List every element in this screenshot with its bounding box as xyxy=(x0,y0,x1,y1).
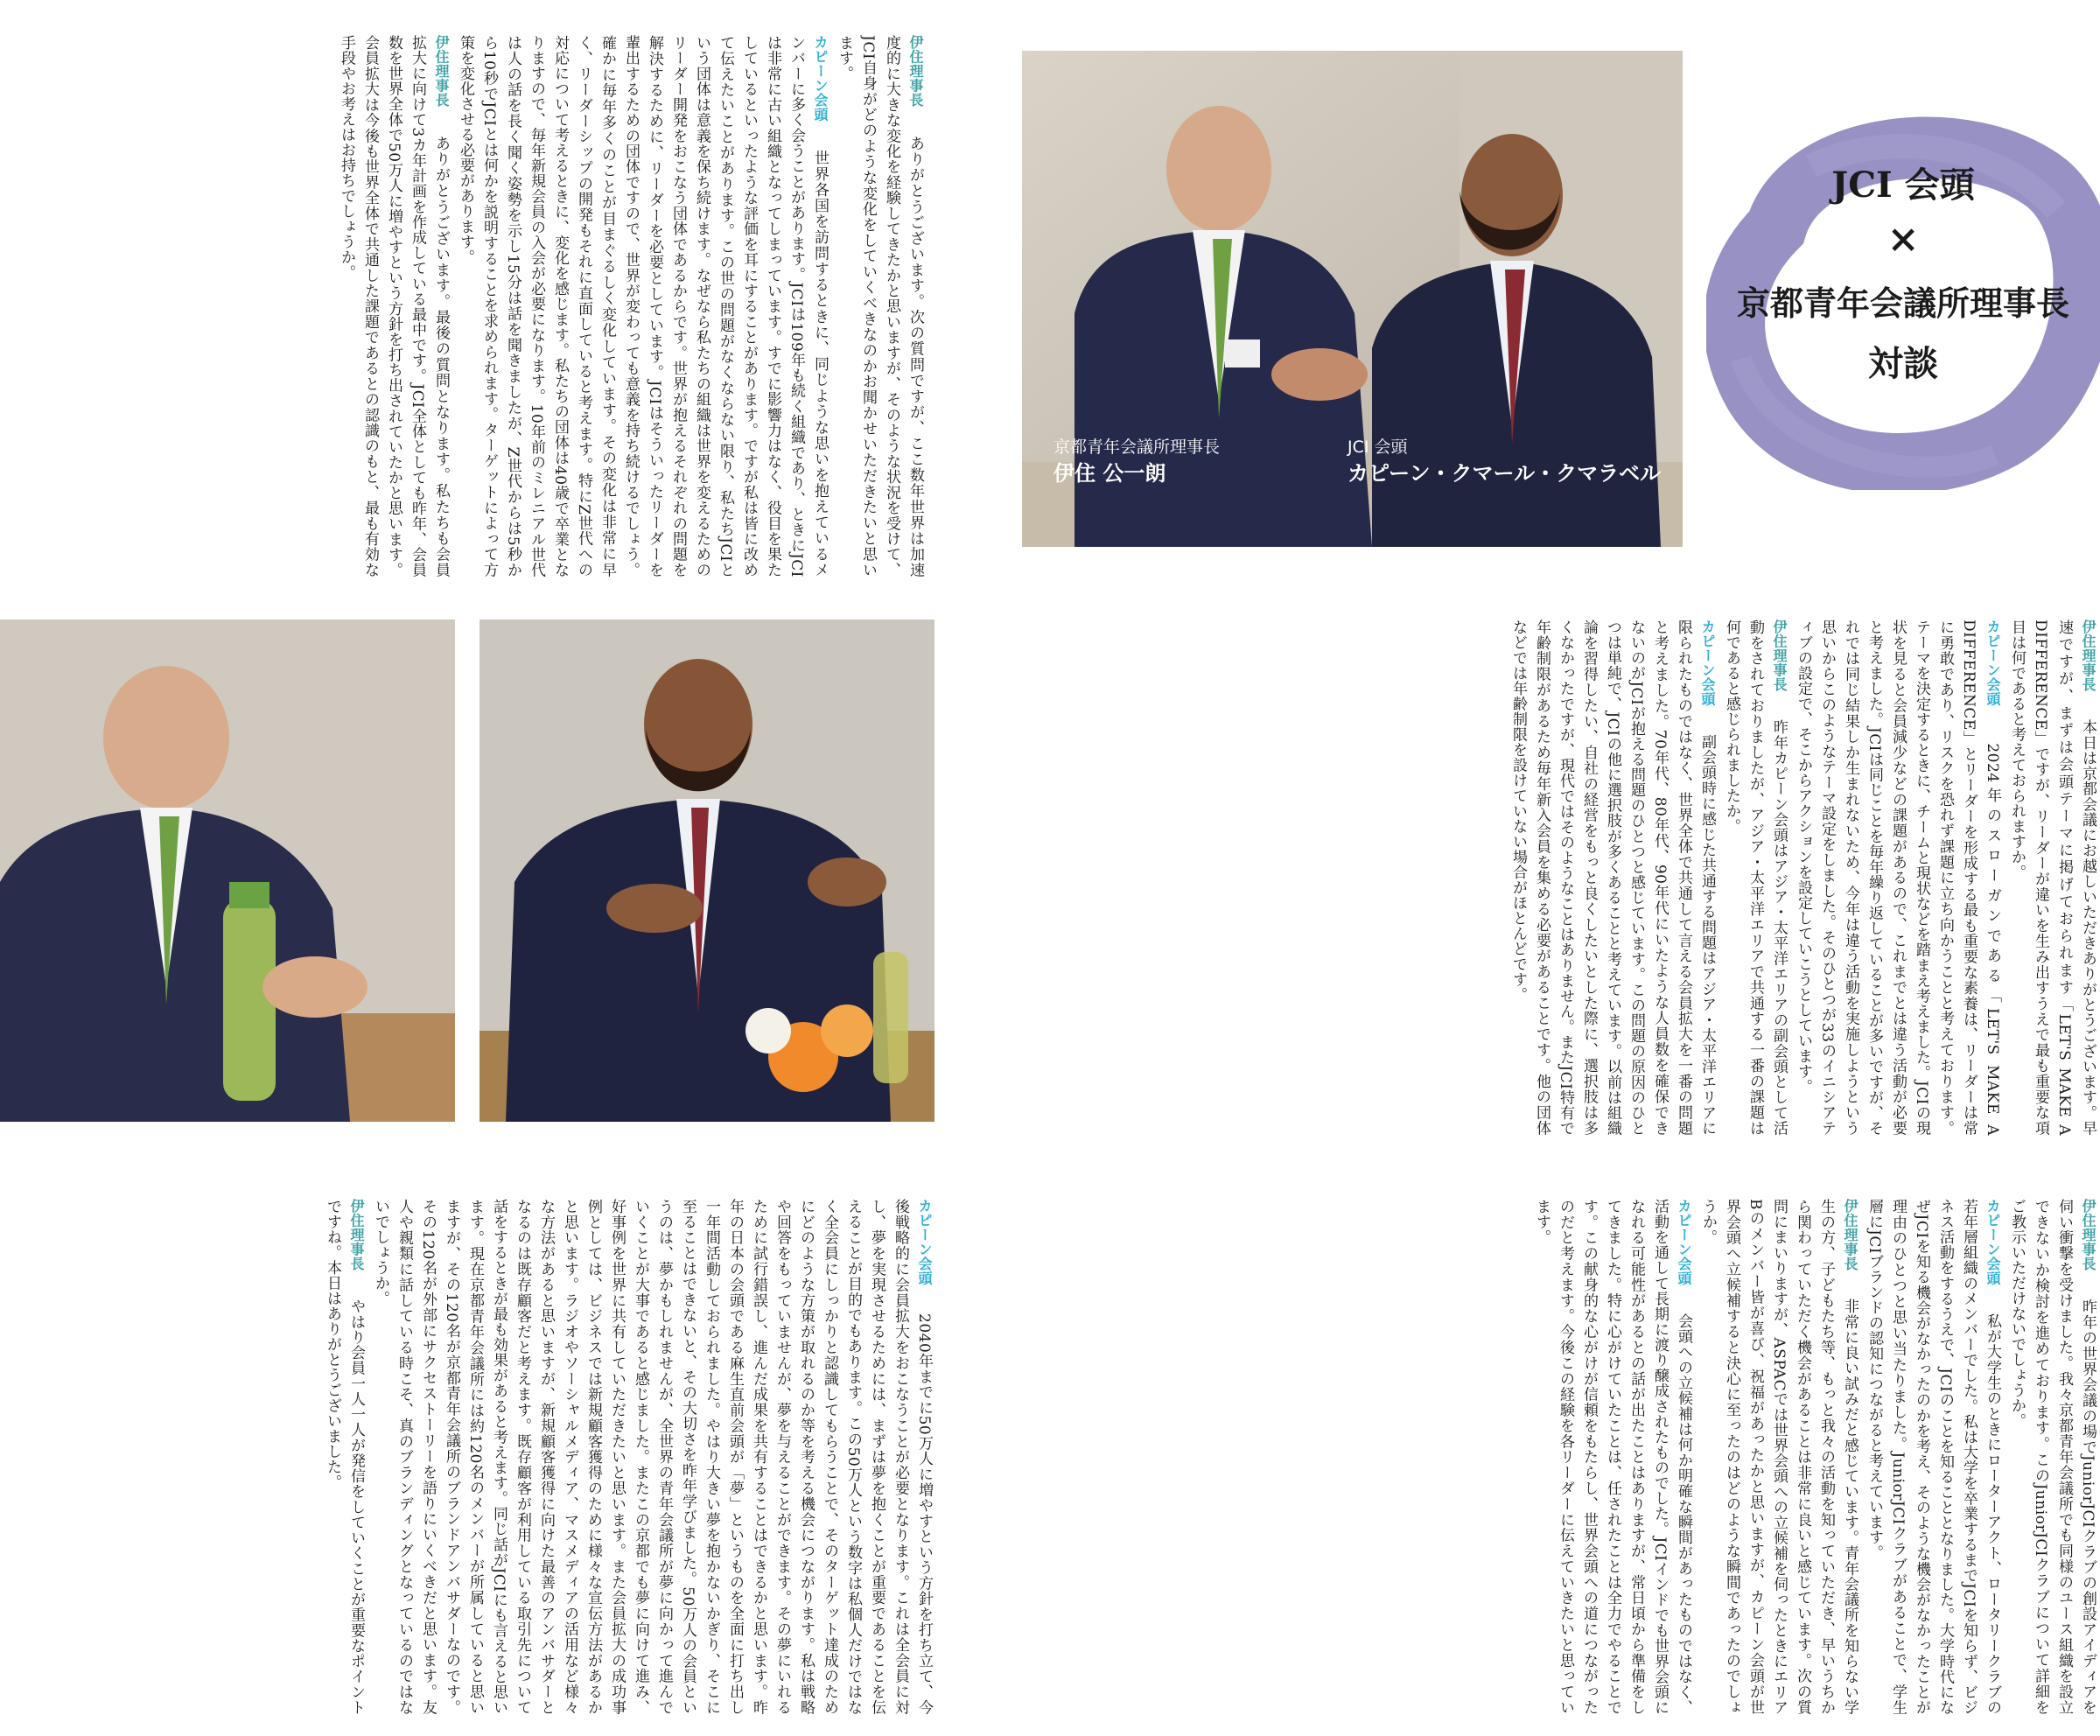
speaker-label: カピーン会頭 xyxy=(1699,620,1716,706)
speaker-label: 伊住理事長 xyxy=(907,35,924,108)
paragraph xyxy=(453,35,832,578)
article-column-left-bottom xyxy=(0,1199,936,1715)
paragraph xyxy=(1696,1199,1862,1715)
paragraph xyxy=(1719,620,1791,1136)
left-caption xyxy=(1054,436,1220,488)
speaker-label: 伊住理事長 xyxy=(2080,620,2096,692)
speaker-label: カピーン会頭 xyxy=(916,1199,933,1285)
speaker-photo-ijyu xyxy=(0,620,455,1122)
paragraph-text: 2024年のスローガンである「LET'S MAKE A DIFFERENCE」とリーダーを形成する最も重要な素養は、リーダーは常に勇敢であり、リスクを恐れず課題に立ち向かうことと考えております。テーマを決定するときに、チームと現状などを踏まえ考えました。JCIの現状を見ると会員減少などの課題があるので、これまでとは違う活動が必要と考えました。JCIは同じことを毎年繰り返していることが多いですが、それでは同じ結果しか生まれないため、今年は違う活動を実施しようという思いからこのようなテーマ設定をしました。そのひとつが33のイニシアティブの設定で、そこからアクションを設定していこうとしています。 xyxy=(1795,620,2001,1136)
speaker-photo-ijyu-icon xyxy=(0,620,455,1122)
left-caption-name: 伊住 公一朗 xyxy=(1054,461,1166,486)
paragraph-text: ありがとうございます。最後の質問となります。私たちも会員拡大に向けて3カ年計画を作成している最中です。JCI全体としても昨年、会員数を世界全体で50万人に増やすという方針を打ち出されていたかと思います。会員拡大は今後も世界全体で共通した課題であるとの認識のもと、最も有効な手段やお考えはお持ちでしょうか。 xyxy=(338,35,450,578)
title-line-2: × xyxy=(1886,217,1920,262)
speaker-label: 伊住理事長 xyxy=(1771,620,1788,692)
paragraph-text: 昨年の世界会議の場でJuniorJCIクラブの創設アイディアを伺い衝撃を受けました。我々京都青年会議所でも同様のユース組織を設立できないか検討を進めております。このJuniorJCIクラブについて詳細をご教示いただけないでしょうか。 xyxy=(2008,1199,2096,1715)
speaker-label: 伊住理事長 xyxy=(1842,1199,1858,1271)
handshake-photo xyxy=(1022,51,1683,547)
paragraph xyxy=(2005,1199,2100,1715)
article-column-right-middle xyxy=(1022,620,2100,1136)
paragraph-text: やはり会員一人一人が発信をしていくことが重要なポイントですね。本日はありがとうございました。 xyxy=(324,1199,365,1715)
paragraph xyxy=(1530,1199,1696,1715)
speaker-label: カピーン会頭 xyxy=(1984,1199,2001,1285)
paragraph xyxy=(1862,1199,2005,1715)
paragraph-text: 2040年までに50万人に増やすという方針を打ち立て、今後戦略的に会員拡大をおこなうことが必要となります。これは全会員に対し、夢を実現させるためには、まずは夢を抱くことが重要であることを伝えることが目的でもあります。この50万人という数字は私個人だけではなく全会員にしっかりと認識してもらうことで、そのターゲット達成のためにどのような方策が取れるのか等を考える機会につながります。私は戦略や回答をもっていませんが、夢を与えることができます。その夢にいれるために試行錯誤し、進んだ成果を共有することはできるかと思います。昨年の日本の会頭である麻生直前会頭が「夢」というものを全面に打ち出し一年間活動しておられました。やはり大きい夢を抱かないかぎり、そこに至ることはできないと、その大切さを昨年学びました。50万人の会員というのは、夢かもしれませんが、全世界の青年会議所が夢に向かって進んでいくことが大事であると感じました。またこの京都でも夢に向けて進み、好事例を世界に共有していただきたいと思います。また会員拡大の成功事例としては、ビジネスでは新規顧客獲得のために様々な宣伝方法があるかと思います。ラジオやソーシャルメディア、マスメディアの活用など様々な方法があると思いますが、新規顧客獲得に向けた最善のアンバサダーとなるのは既存顧客だと考えます。既存顧客が利用している取引先について話をするときが最も効果があると考えます。同じ話がJCIにも言えると思います。現在京都青年会議所には約120名のメンバーが所属していると思いますが、その120名が京都青年会議所のブランドアンバサダーなのです。その120名が外部にサクセストーリーを語りにいくべきだと思います。友人や親類に話している時こそ、真のブランディングとなっているのではないでしょうか。 xyxy=(372,1199,933,1715)
right-caption xyxy=(1348,436,1661,488)
paragraph xyxy=(832,35,928,578)
paragraph-text: 副会頭時に感じた共通する問題はアジア・太平洋エリアに限られたものではなく、世界全体で共通して言える会員拡大を一番の問題と考えました。70年代、80年代、90年代にいたような人員数を確保できないのがJCIが抱える問題のひとつと感じています。この問題の原因のひとつは単純で、JCIの他に選択肢が多くあることと考えています。以前は組織論を習得したい、自社の経営をもっと良くしたいとした際に、選択肢は多くなかったですが、現代ではそのようなことはありません。またJCI特有で年齢制限があるため毎年新入会員を集める必要があることです。他の団体などでは年齢制限を設けていない場合がほとんどです。 xyxy=(1509,620,1716,1136)
title-line-3: 京都青年会議所理事長 xyxy=(1736,284,2069,323)
paragraph-text: 昨年カピーン会頭はアジア・太平洋エリアの副会頭として活動をされておりましたが、アジア・太平洋エリアで共通する一番の課題は何であると感じられましたか。 xyxy=(1723,620,1788,1136)
paragraph-text: 会頭への立候補は何か明確な瞬間があったものではなく、活動を通して長期に渡り醸成されたものでした。JCIインドでも世界会頭になれる可能性があるとの話が出たことはありますが、常日頃から準備をしてきました。特に心がけていたことは、任されたことは全力でやることです。この献身的な心がけが信頼をもたらし、世界会頭への道につながったのだと考えます。今後この経験を各リーダーに伝えていきたいと思っています。 xyxy=(1533,1199,1692,1715)
paragraph-text: 非常に良い試みだと感じています。青年会議所を知らない学生の方、子どもたち等、もっと我々の活動を知っていただき、早いうちから関わっていただく機会があることは非常に良いと感じています。次の質問にまいりますが、ASPACでは世界会頭への立候補を伺ったときにエリアBのメンバー皆が喜び、祝福があったかと思いますが、カピーン会頭が世界会頭へ立候補すると決心に至ったのはどのような瞬間であったのでしょうか。 xyxy=(1699,1199,1858,1715)
right-caption-role: JCI 会頭 xyxy=(1348,438,1408,457)
paragraph xyxy=(2005,620,2100,1136)
speaker-label: カピーン会頭 xyxy=(1676,1199,1692,1285)
paragraph xyxy=(1791,620,2005,1136)
paragraph-text: ありがとうございます。次の質問ですが、ここ数年世界は加速度的に大きな変化を経験してきたかと思いますが、そのような状況を受けて、JCI自身がどのような変化をしていくべきなのかお聞かせいただきたいと思います。 xyxy=(836,35,924,578)
article-column-left-top xyxy=(0,35,928,578)
title-line-1: JCI 会頭 xyxy=(1831,164,1975,206)
title-line-4: 対談 xyxy=(1868,343,1938,384)
speaker-label: 伊住理事長 xyxy=(2080,1199,2096,1271)
article-title-block xyxy=(1706,105,2100,490)
paragraph-text: 私が大学生のときにローターアクト、ロータリークラブの若年層組織のメンバーでした。私は大学を卒業するまでJCIを知らず、ビジネス活動をするうえで、JCIのことを知ることとなりました。大学時代になぜJCIを知る機会がなかったのかを考え、そのような機会がなかったことが理由のひとつと思い当たりました。JuniorJCIクラブがあることで、学生層にJCIブランドの認知につながると考えています。 xyxy=(1866,1199,2001,1715)
paragraph-text: 本日は京都会議にお越しいただきありがとうございます。早速ですが、まずは会頭テーマに掲げておられます「LET'S MAKE A DIFFERENCE」ですが、リーダーが違いを生み出すうえで最も重要な項目は何であると考えておられますか。 xyxy=(2008,620,2096,1136)
speaker-label: カピーン会頭 xyxy=(812,35,829,122)
paragraph xyxy=(368,1199,936,1715)
paragraph xyxy=(1506,620,1719,1136)
left-caption-role: 京都青年会議所理事長 xyxy=(1054,438,1221,457)
speaker-photo-kapeen xyxy=(480,620,934,1122)
speaker-label: カピーン会頭 xyxy=(1984,620,2001,706)
speaker-label: 伊住理事長 xyxy=(348,1199,365,1271)
article-column-right-bottom xyxy=(1022,1199,2100,1715)
paragraph-text: 世界各国を訪問するときに、同じような思いを抱えているメンバーに多く会うことがあります。JCIは109年も続く組織であり、ときにJCIは非常に古い組織となってしまっています。すでに影響力はなく、役目を果たしているといったような評価を耳にすることがあります。ですが私は皆に改めて伝えたいことがあります。この世の問題がなくならない限り、私たちJCIという団体は意義を保ち続けます。なぜなら私たちの組織は世界を変えるためのリーダー開発をおこなう団体であるからです。世界が抱えるそれぞれの問題を解決するために、リーダーを必要としています。JCIはそういったリーダーを輩出するための団体ですので、世界が変わっても意義を持ち続けるでしょう。確かに毎年多くのことが目まぐるしく変化しています。その変化は非常に早く、リーダーシップの開発もそれに直面していると考えます。特にZ世代への対応について考えるときに、変化を感じます。私たちの団体は40歳で卒業となりますので、毎年新規会員の入会が必要になります。10年前のミレニアル世代は人の話を長く聞く姿勢を示し15分は話を聞きましたが、Z世代からは5秒から10秒でJCIとは何かを説明することを求められます。ターゲットによって方策を変化させる必要があります。 xyxy=(457,35,829,578)
speaker-photo-kapeen-icon xyxy=(480,620,934,1122)
speaker-label: 伊住理事長 xyxy=(433,35,450,108)
paragraph xyxy=(320,1199,368,1715)
paragraph xyxy=(334,35,453,578)
right-caption-name: カピーン・クマール・クマラベル xyxy=(1348,461,1662,486)
